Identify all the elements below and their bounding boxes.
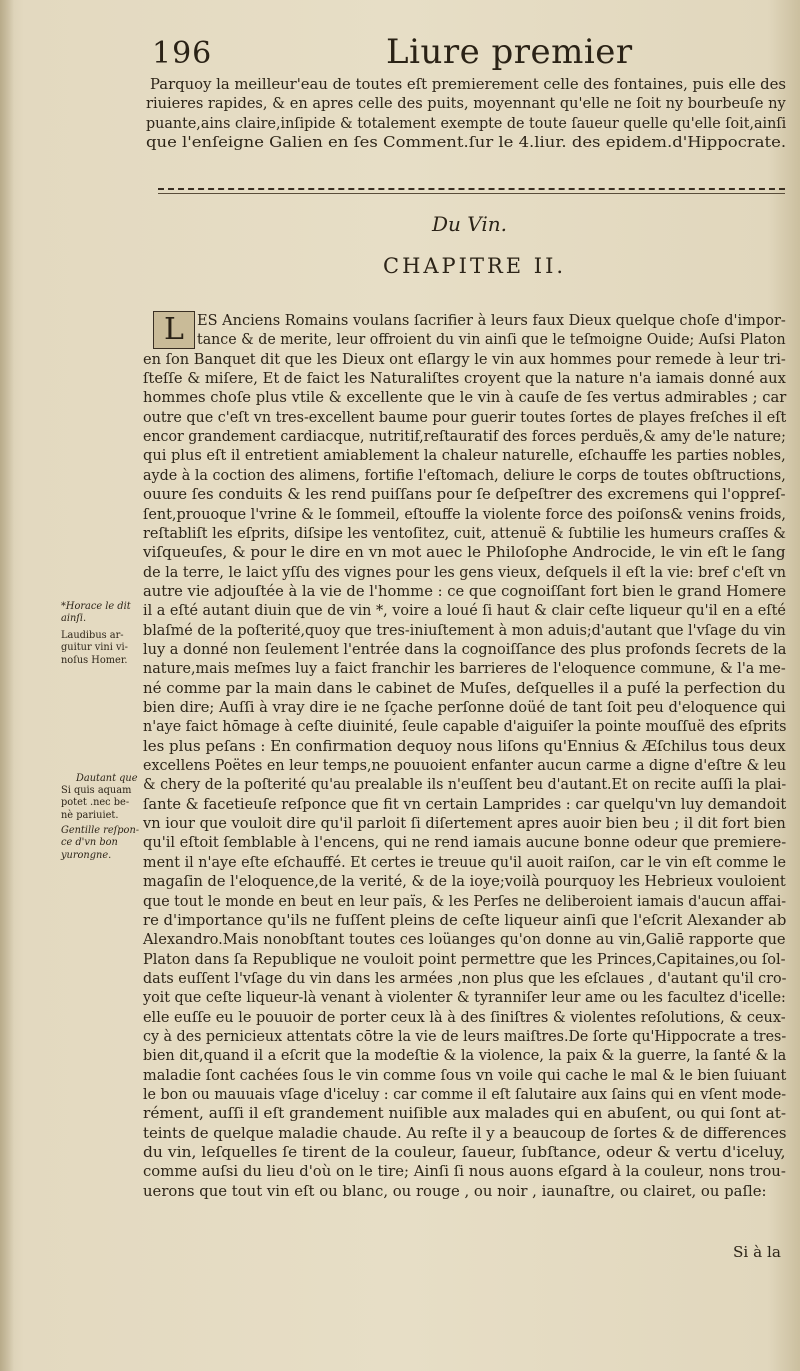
body-line: blaſmé de la poſterité,quoy que tres-iniuſtement à mon aduis;d'autant que l'vſage du vin	[143, 620, 786, 639]
body-line: magaſin de l'eloquence,de la verité, & de la ioye;voilà pourquoy les Hebrieux vouloient	[143, 872, 786, 891]
page-number: 196	[152, 36, 213, 71]
body-line: luy a donné non ſeulement l'entrée dans la cognoiſſance des plus profonds ſecrets de la	[143, 639, 787, 658]
intro-line: Parquoy la meilleur'eau de toutes eſt premierement celle des fontaines, puis elle des	[150, 75, 786, 93]
body-line: du vin, leſquelles ſe tirent de la couleur, ſaueur, ſubſtance, odeur & vertu d'iceluy,	[143, 1143, 786, 1162]
intro-line: puante,ains claire,inſipide & totalement exempte de toute ſaueur quelle qu'elle ſoit,ainſi	[146, 113, 787, 132]
body-line: ſante & facetieuſe reſponce que fit vn certain Lamprides : car quelqu'vn luy demandoit	[143, 794, 787, 813]
body-line: & chery de la poſterité qu'au prealable ils n'euſſent beu d'autant.Et on recite auſſi la plai-	[143, 775, 787, 794]
body-line: uerons que tout vin eſt ou blanc, ou rouge , ou noir , iaunaſtre, ou clairet, ou paſle:	[143, 1181, 767, 1200]
margin-note-line: Gentille reſpon-	[61, 825, 140, 836]
body-line: en ſon Banquet dit que les Dieux ont eſlargy le vin aux hommes pour remede à leur tri-	[143, 349, 786, 368]
body-line: autre vie adjouſtée à la vie de l'homme : ce que cognoiſſant fort bien le grand Homere	[143, 581, 787, 600]
body-line: né comme par la main dans le cabinet de Muſes, deſquelles il a puſé la perfection du	[143, 678, 786, 697]
body-line: reſtabliſt les eſprits, diſsipe les ventoſitez, cuit, attenuë & ſubtilie les humeurs craſſes &	[143, 523, 786, 542]
body-line: vn iour que vouloit dire qu'il parloit ſi diſertement apres auoir bien beu ; il dit fort bien	[143, 814, 786, 833]
body-line: il a eſté autant diuin que de vin *, voire a loué ſi haut & clair ceſte liqueur qu'il en a eſté	[143, 601, 786, 620]
running-title: Liure premier	[386, 32, 633, 72]
body-line: qu'il eſtoit ſemblable à l'encens, qui ne rend iamais aucune bonne odeur que premiere-	[143, 833, 787, 852]
margin-note-line: Dautant que	[76, 773, 138, 784]
body-line: re d'importance qu'ils ne fuſſent pleins de ceſte liqueur ainſi que l'eſcrit Alexander ab	[143, 910, 787, 929]
page-header	[150, 34, 780, 74]
body-line: rément, auſſi il eſt grandement nuiſible aux malades qui en abuſent, ou qui ſont at-	[143, 1104, 787, 1123]
catchword: Si à la	[733, 1243, 781, 1261]
body-line: Alexandro.Mais nonobſtant toutes ces loüanges qu'on donne au vin,Galiē rapporte que	[143, 930, 786, 949]
body-line: tance & de merite, leur offroient du vin ainſi que le teſmoigne Ouide; Auſsi Platon	[197, 330, 786, 349]
margin-note-line: noſus Homer.	[61, 654, 128, 666]
body-line: cy à des pernicieux attentats cōtre la vie de leurs maiſtres.De ſorte qu'Hippocrate a tres-	[143, 1026, 787, 1045]
dropcap-initial: L	[153, 311, 195, 349]
body-line: qui plus eſt il entretient amiablement la chaleur naturelle, eſchauffe les parties nobles,	[143, 446, 786, 465]
body-line: encor grandement cardiacque, nutritif,reſtauratif des forces perduës,& amy de'le nature;	[143, 427, 786, 446]
section-title: Du Vin.	[432, 212, 507, 236]
body-line: hommes choſe plus vtile & excellente que le vin à cauſe de ſes vertus admirables ; car	[143, 388, 787, 407]
margin-note-line: Si quis aquam	[61, 785, 132, 796]
body-line: elle euſſe eu le pouuoir de porter ceux là à des ſiniſtres & violentes reſolutions, & ceux-	[143, 1007, 786, 1026]
section-divider-thin	[158, 193, 785, 194]
margin-note-line: nè pariuiet.	[61, 809, 119, 821]
body-line: ES Anciens Romains voulans ſacrifier à leurs faux Dieux quelque choſe d'impor-	[197, 311, 786, 329]
body-line: viſqueuſes, & pour le dire en vn mot auec le Philoſophe Androcide, le vin eſt le ſang	[143, 543, 786, 562]
body-line: bien dit,quand il a eſcrit que la modeſtie & la violence, la paix & la guerre, la ſanté & la	[143, 1046, 787, 1065]
body-line: outre que c'eſt vn tres-excellent baume pour guerir toutes ſortes de playes freſches il eſt	[143, 407, 787, 426]
body-line: ſent,prouoque l'vrine & le ſommeil, eſtouffe la violente force des poiſons& venins froids,	[143, 504, 786, 523]
margin-note-line: potet .nec be-	[61, 797, 130, 809]
chapter-title: CHAPITRE II.	[383, 254, 567, 278]
margin-note-line: guitur vini vi-	[61, 642, 128, 654]
body-line: comme auſsi du lieu d'où on le tire; Ainſi ſi nous auons eſgard à la couleur, nons trou-	[143, 1162, 786, 1181]
margin-note-line: yurongne.	[61, 849, 112, 861]
intro-line: riuieres rapides, & en apres celle des puits, moyennant qu'elle ne ſoit ny bourbeuſe ny	[146, 94, 786, 113]
body-line: ment il n'aye eſte eſchauffé. Et certes ie treuue qu'il auoit raiſon, car le vin eſt comme le	[143, 852, 787, 871]
margin-note-line: ce d'vn bon	[61, 837, 118, 849]
body-line: de la terre, le laict yſſu des vignes pour les gens vieux, deſquels il eſt la vie: bref c'eſt vn	[143, 562, 786, 581]
body-line: le bon ou mauuais vſage d'iceluy : car comme il eſt ſalutaire aux ſains qui en vſent mode-	[143, 1085, 787, 1103]
margin-note-line: ainſi.	[61, 613, 87, 625]
body-line: ouure ſes conduits & les rend puiſſans pour ſe deſpeſtrer des excremens qui l'oppreſ-	[143, 485, 786, 504]
body-line: bien dire; Auſſi à vray dire ie ne ſçache perſonne doüé de tant ſoit peu d'eloquence qui	[143, 698, 786, 716]
body-line: ayde à la coction des alimens, fortifie l'eſtomach, deliure le corps de toutes obſtructions,	[143, 465, 786, 484]
gutter-shadow	[0, 0, 14, 1371]
section-divider	[158, 188, 785, 190]
body-line: maladie ſont cachées ſous le vin comme ſous vn voile qui cache le mal & le bien ſuiuant	[143, 1065, 787, 1084]
body-line: que tout le monde en beut en leur païs, & les Perſes ne deliberoient iamais d'aucun affai-	[143, 891, 787, 910]
body-line: ſteſſe & miſere, Et de faict les Naturaliſtes croyent que la nature n'a iamais donné aux	[143, 369, 786, 388]
body-line: Platon dans ſa Republique ne vouloit point permettre que les Princes,Capitaines,ou ſol-	[143, 949, 786, 968]
body-line: teints de quelque maladie chaude. Au reſte il y a beaucoup de ſortes & de differences	[143, 1123, 787, 1142]
body-line: dats euſſent l'vſage du vin dans les armées ,non plus que les eſclaues , d'autant qu'il cro-	[143, 968, 787, 987]
margin-note-line: *Horace le dit	[61, 601, 131, 612]
body-line: yoit que ceſte liqueur-là venant à violenter & tyranniſer leur ame ou les facultez d'icelle:	[143, 988, 786, 1007]
body-line: excellens Poëtes en leur temps,ne pouuoient enfanter aucun carme a digne d'eſtre & leu	[143, 756, 787, 775]
intro-line: que l'enſeigne Galien en ſes Comment.ſur le 4.liur. des epidem.d'Hippocrate.	[146, 133, 787, 152]
body-line: nature,mais meſmes luy a faict franchir les barrieres de l'eloquence commune, & l'a me-	[143, 659, 786, 678]
body-line: n'aye faict hōmage à ceſte diuinité, ſeule capable d'aiguiſer la pointe mouſſuë des eſprits	[143, 717, 787, 736]
margin-note-line: Laudibus ar-	[61, 630, 124, 641]
body-line: les plus peſans : En confirmation dequoy nous liſons qu'Ennius & Æſchilus tous deux	[143, 736, 786, 755]
